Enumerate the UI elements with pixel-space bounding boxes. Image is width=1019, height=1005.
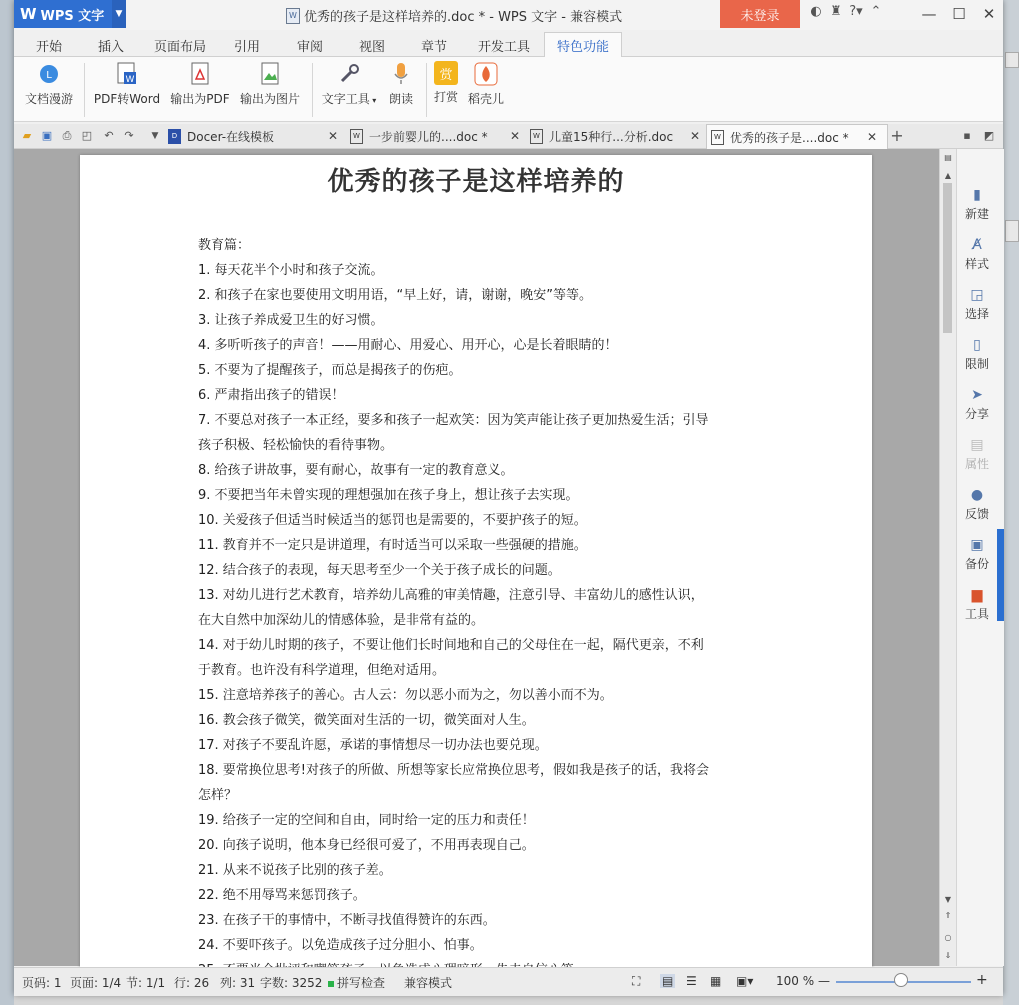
menu-tabs bbox=[14, 32, 1003, 57]
close-icon[interactable]: ✕ bbox=[328, 129, 339, 143]
document-paragraph-line: 14. 对于幼儿时期的孩子，不要让他们长时间地和自己的父母住在一起，隔代更亲，不利 bbox=[198, 638, 704, 653]
panel-backup[interactable] bbox=[957, 537, 997, 572]
doc-tab-label: 优秀的孩子是....doc * bbox=[730, 130, 849, 145]
shirt-icon[interactable]: ♜ bbox=[830, 4, 842, 19]
ribbon bbox=[14, 57, 1003, 122]
title-toolbar bbox=[806, 4, 886, 19]
tab-list-icon[interactable]: ▪ bbox=[963, 129, 971, 142]
document-paragraph-line: 13. 对幼儿进行艺术教育，培养幼儿高雅的审美情趣，注意引导、丰富幼儿的感性认识， bbox=[198, 588, 704, 603]
read-aloud-label: 朗读 bbox=[388, 92, 413, 106]
print-preview-icon[interactable]: ◰ bbox=[81, 129, 93, 142]
previous-page-icon[interactable]: ⇑ bbox=[944, 911, 952, 920]
panel-properties bbox=[957, 437, 997, 472]
panel-tools[interactable] bbox=[957, 587, 997, 622]
text-tools-label: 文字工具 bbox=[321, 92, 370, 106]
document-paragraph-line: 10. 关爱孩子但适当时候适当的惩罚也是需要的，不要护孩子的短。 bbox=[198, 513, 587, 528]
document-paragraph-line: 24. 不要吓孩子。以免造成孩子过分胆小、怕事。 bbox=[198, 938, 483, 953]
document-paragraph-line: 3. 让孩子养成爱卫生的好习惯。 bbox=[198, 313, 384, 328]
tab-chapter[interactable]: 章节 bbox=[421, 40, 448, 55]
tab-references[interactable]: 引用 bbox=[234, 40, 261, 55]
scrollbar-thumb[interactable] bbox=[943, 183, 952, 333]
zoom-slider-knob[interactable] bbox=[894, 973, 908, 987]
export-image-button[interactable] bbox=[238, 61, 302, 107]
document-paragraph-line: 23. 在孩子干的事情中，不断寻找值得赞许的东西。 bbox=[198, 913, 496, 928]
background-window-sliver bbox=[1005, 52, 1019, 68]
toolbox-icon: ▆ bbox=[971, 587, 983, 603]
status-section: 节: 1/1 bbox=[126, 976, 166, 990]
close-icon[interactable]: ✕ bbox=[690, 129, 701, 143]
document-paragraph-line: 8. 给孩子讲故事，要有耐心，故事有一定的教育意义。 bbox=[198, 463, 514, 478]
document-paragraph-line: 7. 不要总对孩子一本正经，要多和孩子一起欢笑：因为笑声能让孩子更加热爱生活；引导 bbox=[198, 413, 709, 428]
window-controls bbox=[914, 2, 1004, 26]
panel-restrict-label: 限制 bbox=[964, 357, 989, 371]
panel-new-label: 新建 bbox=[964, 207, 989, 221]
tab-settings-icon[interactable]: ◩ bbox=[983, 129, 995, 142]
panel-select[interactable] bbox=[957, 287, 997, 322]
tab-page-layout[interactable]: 页面布局 bbox=[154, 40, 207, 55]
document-paragraph-line: 12. 结合孩子的表现，每天思考至少一个关于孩子成长的问题。 bbox=[198, 563, 561, 578]
chevron-down-icon[interactable]: ▼ bbox=[112, 0, 126, 28]
status-pages[interactable]: 页面: 1/4 bbox=[70, 976, 122, 990]
panel-styles-label: 样式 bbox=[964, 257, 989, 271]
doc-tab-children-behavior[interactable] bbox=[530, 124, 710, 148]
doc-tab-docer[interactable] bbox=[168, 124, 348, 148]
document-icon: W bbox=[530, 129, 543, 144]
split-view-icon[interactable]: ▤ bbox=[944, 153, 952, 162]
document-workspace[interactable] bbox=[14, 149, 939, 966]
document-paragraph-line: 孩子积极、轻松愉快的看待事物。 bbox=[198, 438, 394, 453]
tab-special-features[interactable]: 特色功能 bbox=[544, 32, 622, 57]
open-folder-icon[interactable]: ▰ bbox=[22, 129, 32, 142]
panel-styles[interactable] bbox=[957, 237, 997, 272]
doc-tab-label: 儿童15种行...分析.doc bbox=[549, 129, 674, 144]
scroll-up-icon[interactable]: ▲ bbox=[944, 171, 952, 180]
desktop-left-edge bbox=[0, 0, 14, 1005]
outline-view-icon[interactable]: ☰ bbox=[686, 974, 697, 988]
help-icon[interactable]: ?▾ bbox=[849, 4, 863, 19]
tip-button[interactable] bbox=[430, 61, 462, 105]
panel-share[interactable] bbox=[957, 387, 997, 422]
document-paragraph-line: 4. 多听听孩子的声音！——用耐心、用爱心、用开心，心是长着眼睛的！ bbox=[198, 338, 618, 353]
pdf-to-word-label: PDF转Word bbox=[93, 92, 161, 106]
vertical-scrollbar[interactable] bbox=[939, 149, 956, 966]
select-icon: ◲ bbox=[970, 287, 984, 303]
save-icon[interactable]: ▣ bbox=[41, 129, 53, 142]
doc-roaming-label: 文档漫游 bbox=[24, 92, 73, 106]
status-word-count[interactable]: 字数: 3252 bbox=[260, 976, 323, 990]
ribbon-separator bbox=[312, 63, 313, 117]
docer-icon bbox=[473, 61, 499, 87]
new-tab-icon[interactable]: + bbox=[890, 126, 904, 145]
svg-text:L: L bbox=[46, 70, 52, 81]
document-paragraph-line: 在大自然中加深幼儿的情感体验，是非常有益的。 bbox=[198, 613, 485, 628]
properties-icon: ▤ bbox=[970, 437, 984, 453]
tip-label: 打赏 bbox=[433, 90, 458, 104]
collapse-icon[interactable]: ⌃ bbox=[870, 4, 882, 19]
window-title bbox=[286, 6, 622, 25]
export-pdf-button[interactable] bbox=[168, 61, 232, 107]
document-paragraph-line: 11. 教育并不一定只是讲道理，有时适当可以采取一些强硬的措施。 bbox=[198, 538, 587, 553]
document-paragraph-line: 21. 从来不说孩子比别的孩子差。 bbox=[198, 863, 392, 878]
panel-properties-label: 属性 bbox=[964, 457, 989, 471]
document-icon: W bbox=[711, 130, 724, 145]
read-aloud-button[interactable] bbox=[384, 61, 418, 107]
document-paragraph-line: 22. 绝不用辱骂来惩罚孩子。 bbox=[198, 888, 366, 903]
doc-tab-active[interactable] bbox=[706, 124, 888, 149]
spell-check-label: 拼写检查 bbox=[337, 976, 386, 990]
page-view-icon[interactable]: ▤ bbox=[662, 974, 674, 988]
status-page-code[interactable]: 页码: 1 bbox=[22, 976, 62, 990]
app-name: WPS 文字 bbox=[40, 8, 105, 24]
document-paragraph-line: 18. 要常换位思考!对孩子的所做、所想等家长应常换位思考，假如我是孩子的话，我将会 bbox=[198, 763, 710, 778]
panel-feedback[interactable] bbox=[957, 487, 997, 522]
panel-backup-label: 备份 bbox=[964, 557, 989, 571]
document-paragraph-line: 5. 不要为了提醒孩子，而总是揭孩子的伤疤。 bbox=[198, 363, 462, 378]
document-paragraph-line: 16. 教会孩子微笑，微笑面对生活的一切，微笑面对人生。 bbox=[198, 713, 535, 728]
app-menu-button[interactable] bbox=[14, 0, 126, 28]
zoom-level[interactable]: 100 % bbox=[776, 974, 815, 988]
docer-button[interactable] bbox=[466, 61, 506, 107]
doc-tab-label: Docer-在线模板 bbox=[187, 129, 275, 144]
pdf-to-word-button[interactable] bbox=[92, 61, 162, 107]
wps-writer-window bbox=[14, 0, 1003, 995]
tab-view[interactable]: 视图 bbox=[359, 40, 386, 55]
ribbon-separator bbox=[426, 63, 427, 117]
send-icon: ➤ bbox=[971, 387, 983, 403]
status-compat-mode: 兼容模式 bbox=[404, 976, 453, 990]
new-document-icon: ▮ bbox=[973, 187, 981, 203]
panel-new[interactable] bbox=[957, 187, 997, 222]
right-task-panel bbox=[956, 149, 1004, 966]
status-column: 列: 31 bbox=[220, 976, 256, 990]
tab-developer[interactable]: 开发工具 bbox=[478, 40, 531, 55]
fullscreen-view-icon[interactable]: ⛶ bbox=[632, 974, 641, 988]
doc-tab-label: 一步前婴儿的....doc * bbox=[369, 129, 488, 144]
title-bar bbox=[14, 0, 1003, 30]
docer-tab-icon: D bbox=[168, 129, 181, 144]
background-window-sliver bbox=[1005, 220, 1019, 242]
doc-roaming-button[interactable] bbox=[22, 61, 76, 107]
status-bar bbox=[14, 967, 1003, 996]
document-paragraph-line: 17. 对孩子不要乱许愿，承诺的事情想尽一切办法也要兑现。 bbox=[198, 738, 548, 753]
panel-restrict[interactable] bbox=[957, 337, 997, 372]
reward-icon: 赏 bbox=[434, 61, 458, 85]
spell-check-toggle[interactable] bbox=[328, 974, 385, 991]
panel-feedback-label: 反馈 bbox=[964, 507, 989, 521]
panel-select-label: 选择 bbox=[964, 307, 989, 321]
document-paragraph-line: 于教育。也许没有科学道理，但绝对适用。 bbox=[198, 663, 446, 678]
chevron-down-icon: ▾ bbox=[369, 96, 377, 105]
close-icon[interactable]: ✕ bbox=[510, 129, 521, 143]
docer-label: 稻壳儿 bbox=[467, 92, 504, 106]
zoom-out-icon[interactable]: — bbox=[818, 974, 830, 988]
maximize-icon[interactable]: ☐ bbox=[952, 5, 966, 23]
login-button[interactable]: 未登录 bbox=[720, 0, 800, 28]
select-browse-object-icon[interactable]: ○ bbox=[944, 933, 952, 942]
document-paragraph-line: 19. 给孩子一定的空间和自由，同时给一定的压力和责任！ bbox=[198, 813, 535, 828]
pdf-to-word-icon bbox=[114, 61, 140, 87]
panel-share-label: 分享 bbox=[964, 407, 989, 421]
wps-logo-icon: W bbox=[20, 5, 37, 23]
tab-review[interactable]: 审阅 bbox=[297, 40, 324, 55]
scroll-down-icon[interactable]: ▼ bbox=[944, 895, 952, 904]
desktop-right-edge bbox=[1003, 0, 1019, 1005]
panel-tools-label: 工具 bbox=[964, 607, 989, 621]
microphone-icon bbox=[388, 61, 414, 87]
undo-icon[interactable]: ↶ bbox=[104, 129, 114, 142]
document-paragraph-line: 2. 和孩子在家也要使用文明用语，“早上好，请，谢谢，晚安”等等。 bbox=[198, 288, 593, 303]
text-tools-button[interactable] bbox=[318, 61, 380, 107]
backup-icon: ▣ bbox=[970, 537, 984, 553]
tab-insert[interactable]: 插入 bbox=[98, 40, 125, 55]
print-icon[interactable]: ⎙ bbox=[62, 128, 72, 142]
status-line: 行: 26 bbox=[174, 976, 210, 990]
next-page-icon[interactable]: ⇓ bbox=[944, 951, 952, 960]
wrench-icon bbox=[336, 61, 362, 87]
skin-icon[interactable]: ◐ bbox=[810, 4, 822, 19]
zoom-in-icon[interactable]: + bbox=[976, 972, 988, 988]
document-paragraph-line: 15. 注意培养孩子的善心。古人云：勿以恶小而为之，勿以善小而不为。 bbox=[198, 688, 613, 703]
window-title-text: 优秀的孩子是这样培养的.doc * - WPS 文字 - 兼容模式 bbox=[304, 10, 623, 25]
doc-tab-infant[interactable] bbox=[350, 124, 530, 148]
document-tab-bar bbox=[14, 124, 1003, 149]
document-icon: W bbox=[286, 8, 300, 24]
reading-mode-icon[interactable]: ▣▾ bbox=[736, 974, 754, 988]
close-icon[interactable]: ✕ bbox=[867, 130, 878, 144]
web-view-icon[interactable]: ▦ bbox=[710, 974, 722, 988]
export-image-label: 输出为图片 bbox=[239, 92, 300, 106]
redo-icon[interactable]: ↷ bbox=[124, 129, 134, 142]
document-paragraph-line: 9. 不要把当年未曾实现的理想强加在孩子身上，想让孩子去实现。 bbox=[198, 488, 579, 503]
document-paragraph-line: 教育篇： bbox=[198, 238, 251, 253]
export-pdf-label: 输出为PDF bbox=[170, 92, 230, 106]
document-paragraph-line: 20. 向孩子说明，他本身已经很可爱了，不用再表现自己。 bbox=[198, 838, 535, 853]
document-paragraph-line: 怎样？ bbox=[198, 788, 238, 803]
export-pdf-icon bbox=[187, 61, 213, 87]
lock-document-icon: ▯ bbox=[973, 337, 981, 353]
export-image-icon bbox=[257, 61, 283, 87]
svg-text:W: W bbox=[125, 75, 135, 85]
tab-start[interactable]: 开始 bbox=[36, 40, 63, 55]
document-paragraph-line: 6. 严肃指出孩子的错误！ bbox=[198, 388, 345, 403]
spell-check-indicator-icon bbox=[328, 981, 334, 987]
close-icon[interactable]: ✕ bbox=[982, 5, 996, 23]
ribbon-separator bbox=[84, 63, 85, 117]
document-page[interactable] bbox=[80, 155, 872, 985]
chevron-down-icon[interactable]: ▼ bbox=[151, 130, 159, 141]
style-icon: A̸ bbox=[972, 237, 982, 253]
chat-bubble-icon: ● bbox=[970, 487, 984, 503]
minimize-icon[interactable]: — bbox=[921, 5, 937, 23]
panel-collapse-handle[interactable] bbox=[997, 529, 1004, 621]
document-title: 优秀的孩子是这样培养的 bbox=[327, 167, 625, 197]
document-icon: W bbox=[350, 129, 363, 144]
cloud-icon bbox=[36, 61, 62, 87]
document-paragraph-line: 1. 每天花半个小时和孩子交流。 bbox=[198, 263, 384, 278]
